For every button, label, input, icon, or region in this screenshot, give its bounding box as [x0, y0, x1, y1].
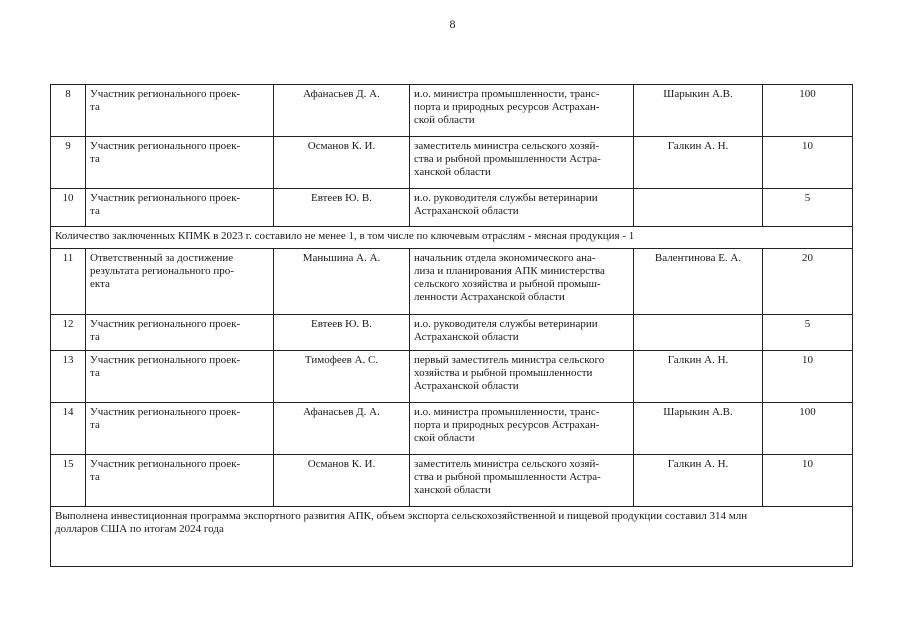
person-name-cell: Османов К. И. [274, 455, 410, 507]
role-cell: Ответственный за достижение результата регионального про- екта [86, 249, 274, 315]
page-number: 8 [449, 17, 456, 31]
position-cell: и.о. руководителя службы ветеринарии Астраханской области [410, 189, 634, 227]
row-number-cell: 12 [51, 315, 86, 351]
row-number-cell: 9 [51, 137, 86, 189]
table-row [51, 137, 853, 189]
percent-cell: 10 [763, 455, 853, 507]
curator-cell: Валентинова Е. А. [634, 249, 763, 315]
row-number-cell: 8 [51, 85, 86, 137]
row-number-cell: 15 [51, 455, 86, 507]
responsibility-table [50, 84, 853, 567]
row-number-cell: 13 [51, 351, 86, 403]
table-body [51, 85, 853, 567]
percent-cell: 100 [763, 403, 853, 455]
person-name-cell: Евтеев Ю. В. [274, 315, 410, 351]
position-cell: и.о. министра промышленности, транс- порта и природных ресурсов Астрахан- ской области [410, 403, 634, 455]
person-name-cell: Афанасьев Д. А. [274, 403, 410, 455]
curator-cell [634, 189, 763, 227]
percent-cell: 5 [763, 315, 853, 351]
summary-row [51, 227, 853, 249]
person-name-cell: Евтеев Ю. В. [274, 189, 410, 227]
position-cell: заместитель министра сельского хозяй- ства и рыбной промышленности Астра- ханской области [410, 137, 634, 189]
role-cell: Участник регионального проек- та [86, 403, 274, 455]
position-cell: начальник отдела экономического ана- лиза и планирования АПК министерства сельского хозяйства и рыбной промыш- ленности Астраханской области [410, 249, 634, 315]
position-cell: заместитель министра сельского хозяй- ства и рыбной промышленности Астра- ханской области [410, 455, 634, 507]
person-name-cell: Османов К. И. [274, 137, 410, 189]
summary-row [51, 507, 853, 567]
person-name-cell: Маньшина А. А. [274, 249, 410, 315]
curator-cell: Галкин А. Н. [634, 137, 763, 189]
role-cell: Участник регионального проек- та [86, 315, 274, 351]
percent-cell: 10 [763, 351, 853, 403]
position-cell: первый заместитель министра сельского хозяйства и рыбной промышленности Астраханской области [410, 351, 634, 403]
table-row [51, 351, 853, 403]
role-cell: Участник регионального проек- та [86, 189, 274, 227]
position-cell: и.о. министра промышленности, транс- порта и природных ресурсов Астрахан- ской области [410, 85, 634, 137]
curator-cell [634, 315, 763, 351]
table-row [51, 249, 853, 315]
summary-text: Выполнена инвестиционная программа экспортного развития АПК, объем экспорта сельскохозяйственной и пищевой продукции составил 314 млн долларов США по итогам 2024 года [51, 507, 853, 567]
table-row [51, 85, 853, 137]
summary-text: Количество заключенных КПМК в 2023 г. составило не менее 1, в том числе по ключевым отраслям - мясная продукция - 1 [51, 227, 853, 249]
role-cell: Участник регионального проек- та [86, 137, 274, 189]
role-cell: Участник регионального проек- та [86, 455, 274, 507]
percent-cell: 20 [763, 249, 853, 315]
role-cell: Участник регионального проек- та [86, 351, 274, 403]
position-cell: и.о. руководителя службы ветеринарии Астраханской области [410, 315, 634, 351]
person-name-cell: Тимофеев А. С. [274, 351, 410, 403]
table-row [51, 315, 853, 351]
row-number-cell: 10 [51, 189, 86, 227]
role-cell: Участник регионального проек- та [86, 85, 274, 137]
percent-cell: 100 [763, 85, 853, 137]
row-number-cell: 14 [51, 403, 86, 455]
table-row [51, 403, 853, 455]
person-name-cell: Афанасьев Д. А. [274, 85, 410, 137]
percent-cell: 5 [763, 189, 853, 227]
curator-cell: Галкин А. Н. [634, 351, 763, 403]
table-row [51, 455, 853, 507]
curator-cell: Шарыкин А.В. [634, 85, 763, 137]
table-row [51, 189, 853, 227]
row-number-cell: 11 [51, 249, 86, 315]
curator-cell: Шарыкин А.В. [634, 403, 763, 455]
curator-cell: Галкин А. Н. [634, 455, 763, 507]
percent-cell: 10 [763, 137, 853, 189]
